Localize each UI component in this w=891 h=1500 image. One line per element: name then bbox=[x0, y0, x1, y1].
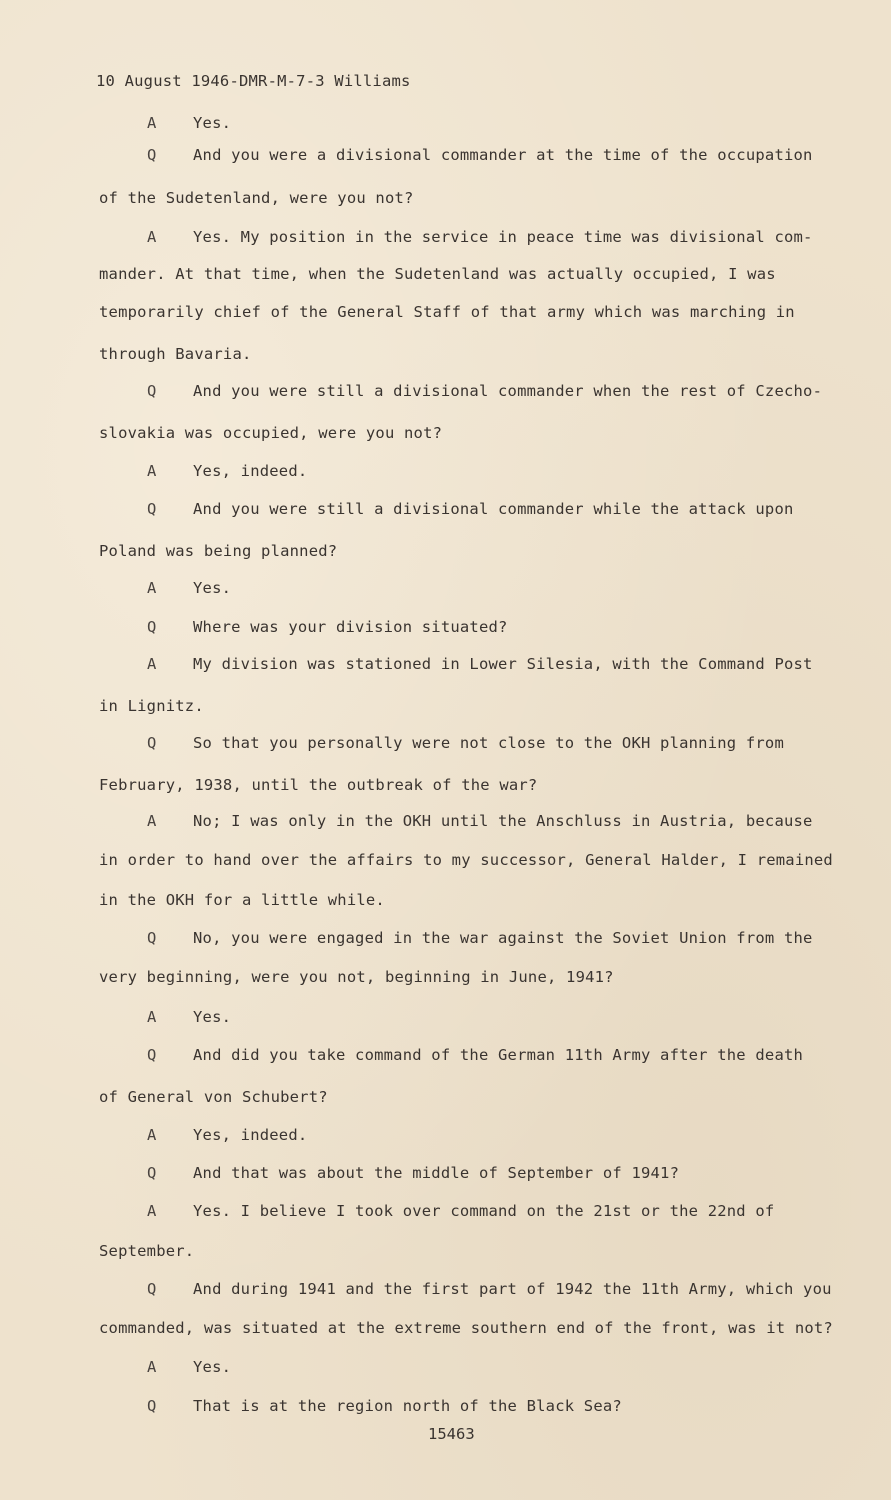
speaker-label: Q bbox=[147, 500, 157, 518]
speaker-label: A bbox=[147, 228, 157, 246]
transcript-line: Yes. My position in the service in peace time was divisional com- bbox=[193, 228, 813, 246]
speaker-label: Q bbox=[147, 146, 157, 164]
transcript-line: of General von Schubert? bbox=[99, 1088, 328, 1106]
speaker-label: A bbox=[147, 1126, 157, 1144]
speaker-label: Q bbox=[147, 1046, 157, 1064]
transcript-line: And during 1941 and the first part of 1942 the 11th Army, which you bbox=[193, 1280, 832, 1298]
speaker-label: A bbox=[147, 1202, 157, 1220]
speaker-label: Q bbox=[147, 929, 157, 947]
transcript-line: And you were still a divisional commander when the rest of Czecho- bbox=[193, 382, 823, 400]
transcript-line: Yes. bbox=[193, 579, 232, 597]
speaker-label: A bbox=[147, 462, 157, 480]
speaker-label: Q bbox=[147, 618, 157, 636]
transcript-line: Where was your division situated? bbox=[193, 618, 508, 636]
transcript-line: So that you personally were not close to the OKH planning from bbox=[193, 734, 784, 752]
transcript-line: Yes, indeed. bbox=[193, 462, 308, 480]
transcript-line: And you were still a divisional commander while the attack upon bbox=[193, 500, 794, 518]
speaker-label: Q bbox=[147, 734, 157, 752]
transcript-line: My division was stationed in Lower Silesia, with the Command Post bbox=[193, 655, 813, 673]
speaker-label: Q bbox=[147, 1397, 157, 1415]
transcript-line: Yes. I believe I took over command on the 21st or the 22nd of bbox=[193, 1202, 775, 1220]
page-number: 15463 bbox=[428, 1425, 475, 1443]
transcript-line: That is at the region north of the Black Sea? bbox=[193, 1397, 622, 1415]
transcript-line: slovakia was occupied, were you not? bbox=[99, 424, 443, 442]
speaker-label: Q bbox=[147, 1164, 157, 1182]
transcript-line: in the OKH for a little while. bbox=[99, 891, 385, 909]
speaker-label: Q bbox=[147, 1280, 157, 1298]
speaker-label: A bbox=[147, 812, 157, 830]
transcript-line: Yes. bbox=[193, 114, 232, 132]
transcript-line: And did you take command of the German 11th Army after the death bbox=[193, 1046, 804, 1064]
transcript-line: Yes. bbox=[193, 1358, 232, 1376]
speaker-label: A bbox=[147, 579, 157, 597]
speaker-label: A bbox=[147, 1008, 157, 1026]
transcript-line: of the Sudetenland, were you not? bbox=[99, 189, 414, 207]
speaker-label: Q bbox=[147, 382, 157, 400]
transcript-line: September. bbox=[99, 1242, 195, 1260]
speaker-label: A bbox=[147, 114, 157, 132]
transcript-line: Yes, indeed. bbox=[193, 1126, 308, 1144]
speaker-label: A bbox=[147, 655, 157, 673]
transcript-line: very beginning, were you not, beginning in June, 1941? bbox=[99, 968, 614, 986]
transcript-line: No, you were engaged in the war against the Soviet Union from the bbox=[193, 929, 813, 947]
transcript-line: February, 1938, until the outbreak of the war? bbox=[99, 776, 538, 794]
transcript-line: through Bavaria. bbox=[99, 345, 252, 363]
speaker-label: A bbox=[147, 1358, 157, 1376]
transcript-line: in order to hand over the affairs to my successor, General Halder, I remained bbox=[99, 851, 833, 869]
transcript-line: in Lignitz. bbox=[99, 697, 204, 715]
transcript-line: mander. At that time, when the Sudetenland was actually occupied, I was bbox=[99, 265, 776, 283]
transcript-line: temporarily chief of the General Staff of that army which was marching in bbox=[99, 303, 795, 321]
transcript-line: Poland was being planned? bbox=[99, 542, 338, 560]
transcript-line: Yes. bbox=[193, 1008, 232, 1026]
transcript-line: commanded, was situated at the extreme southern end of the front, was it not? bbox=[99, 1319, 833, 1337]
transcript-line: And you were a divisional commander at the time of the occupation bbox=[193, 146, 813, 164]
page-header: 10 August 1946-DMR-M-7-3 Williams bbox=[96, 72, 411, 90]
transcript-line: No; I was only in the OKH until the Anschluss in Austria, because bbox=[193, 812, 813, 830]
transcript-line: And that was about the middle of September of 1941? bbox=[193, 1164, 680, 1182]
